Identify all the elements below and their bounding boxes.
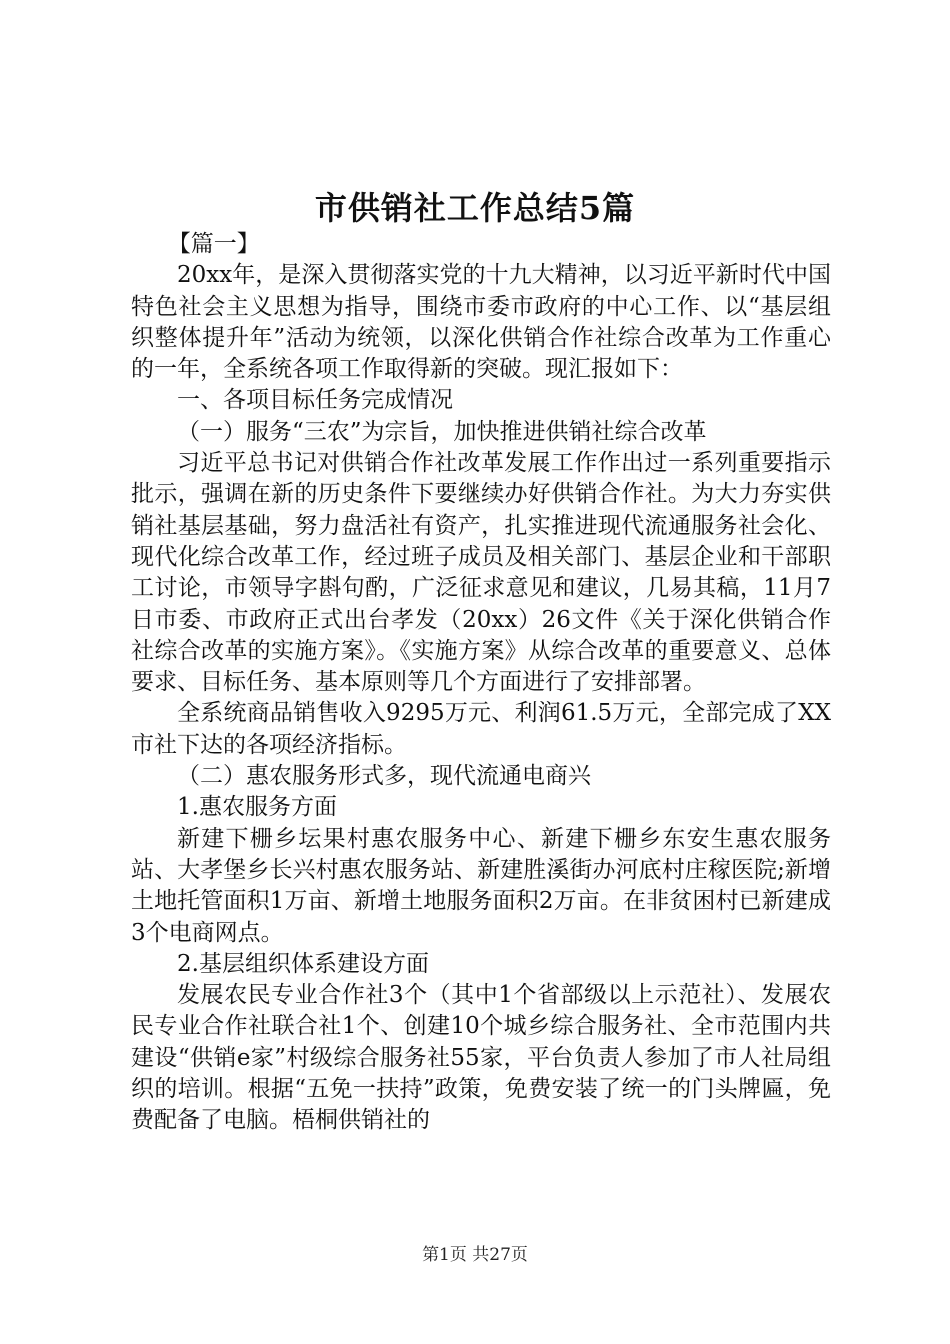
paragraph: 全系统商品销售收入9295万元、利润61.5万元，全部完成了XX市社下达的各项经济指标。 (131, 700, 831, 758)
document-body (131, 229, 831, 1137)
paragraph: 习近平总书记对供销合作社改革发展工作作出过一系列重要指示批示，强调在新的历史条件下要继续办好供销合作社。为大力夯实供销社基层基础，努力盘活社有资产，扎实推进现代流通服务社会化、现代化综合改革工作，经过班子成员及相关部门、基层企业和干部职工讨论，市领导字斟句酌，广泛征求意见和建议，几易其稿，11月7日市委、市政府正式出台孝发（20xx）26文件《关于深化供销合作社综合改革的实施方案》。《实施方案》从综合改革的重要意义、总体要求、目标任务、基本原则等几个方面进行了安排部署。 (131, 450, 831, 696)
paragraph: 新建下栅乡坛果村惠农服务中心、新建下栅乡东安生惠农服务站、大孝堡乡长兴村惠农服务站、新建胜溪街办河底村庄稼医院;新增土地托管面积1万亩、新增土地服务面积2万亩。在非贫困村已新建成3个电商网点。 (131, 825, 831, 946)
document-title: 市供销社工作总结5篇 (314, 189, 636, 227)
paragraph: （二）惠农服务形式多，现代流通电商兴 (177, 763, 591, 790)
paragraph: 一、各项目标任务完成情况 (177, 387, 453, 414)
page-number-footer: 第1页 共27页 (422, 1245, 528, 1265)
section-heading: 【篇一】 (167, 231, 260, 257)
paragraph: （一）服务“三农”为宗旨，加快推进供销社综合改革 (177, 418, 707, 445)
paragraph: 2.基层组织体系建设方面 (177, 950, 429, 977)
paragraph: 20xx年，是深入贯彻落实党的十九大精神，以习近平新时代中国特色社会主义思想为指导，围绕市委市政府的中心工作、以“基层组织整体提升年”活动为统领，以深化供销合作社综合改革为工作重心的一年，全系统各项工作取得新的突破。现汇报如下： (131, 262, 831, 383)
paragraph: 1.惠农服务方面 (177, 794, 337, 821)
paragraph: 发展农民专业合作社3个（其中1个省部级以上示范社）、发展农民专业合作社联合社1个、创建10个城乡综合服务社、全市范围内共建设“供销e家”村级综合服务社55家，平台负责人参加了市人社局组织的培训。根据“五免一扶持”政策，免费安装了统一的门头牌匾，免费配备了电脑。梧桐供销社的 (131, 982, 831, 1134)
